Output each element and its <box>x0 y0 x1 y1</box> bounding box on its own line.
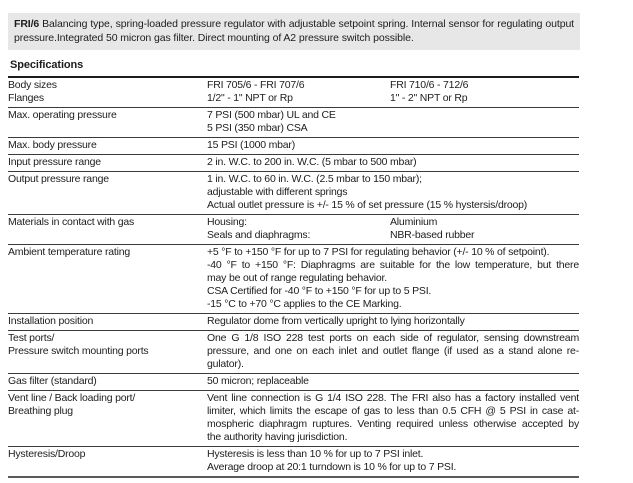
spec-value-line: Hysteresis is less than 10 % for up to 7 PSI inlet. <box>207 448 424 460</box>
spec-value-line: One G 1/8 ISO 228 test ports on each side of regulator, sensing downstream <box>207 332 579 344</box>
value-column-large-sizes <box>390 79 579 105</box>
spec-label-cell <box>8 215 207 245</box>
product-description-text: Balancing type, spring-loaded pressure regulator with adjustable setpoint spring. Internal sensor for regulating output pressure.Integrated 50 micron gas filter. Direct mounting of A2 pressure switch possible. <box>14 18 574 44</box>
spec-value-line: Housing: <box>207 216 247 228</box>
spec-value-line: Seals and diaphragms: <box>207 229 311 241</box>
spec-row-vent-line <box>8 391 579 447</box>
value-column-small-sizes <box>207 79 390 105</box>
spec-label-cell <box>8 447 207 478</box>
spec-row-installation-position <box>8 314 579 331</box>
spec-value-cell <box>207 215 579 245</box>
spec-value-cell <box>207 391 579 447</box>
spec-value-line: 1" - 2" NPT or Rp <box>390 92 468 104</box>
spec-value-line: may be out of range regulating behavior. <box>207 272 387 284</box>
spec-value-line: NBR-based rubber <box>390 229 475 241</box>
spec-value-line: 15 PSI (1000 mbar) <box>207 139 296 151</box>
spec-value-line: FRI 705/6 - FRI 707/6 <box>207 79 305 91</box>
spec-value-line: FRI 710/6 - 712/6 <box>390 79 469 91</box>
spec-label: Materials in contact with gas <box>8 216 135 228</box>
spec-value-line: -40 °F to +150 °F: Diaphragms are suitable for the low temperature, but there <box>207 259 579 271</box>
spec-row-input-pressure-range <box>8 155 579 172</box>
spec-label: Ambient temperature rating <box>8 246 131 258</box>
spec-label-cell <box>8 172 207 215</box>
spec-label-cell <box>8 331 207 374</box>
spec-label: Max. body pressure <box>8 139 97 151</box>
spec-label-cell <box>8 108 207 138</box>
spec-label: Body sizes <box>8 79 57 91</box>
spec-value-cell <box>207 314 579 331</box>
spec-label: Gas filter (standard) <box>8 375 97 387</box>
spec-label: Flanges <box>8 92 44 104</box>
value-columns <box>207 216 579 242</box>
spec-value-line: 5 PSI (350 mbar) CSA <box>207 122 308 134</box>
spec-value-line: 50 micron; replaceable <box>207 375 309 387</box>
spec-row-max-operating-pressure <box>8 108 579 138</box>
spec-value-line: Vent line connection is G 1/4 ISO 228. The FRI also has a factory installed vent <box>207 392 579 404</box>
spec-value-line: 2 in. W.C. to 200 in. W.C. (5 mbar to 500 mbar) <box>207 156 417 168</box>
spec-value-line: the authority having jurisdiction. <box>207 431 348 443</box>
spec-value-line: gulator). <box>207 358 244 370</box>
spec-row-max-body-pressure <box>8 138 579 155</box>
spec-value-cell <box>207 374 579 391</box>
spec-label-cell <box>8 314 207 331</box>
spec-row-body-sizes <box>8 77 579 108</box>
spec-value-cell <box>207 172 579 215</box>
spec-value-cell <box>207 447 579 478</box>
spec-value-line: CSA Certified for -40 °F to +150 °F for up to 5 PSI. <box>207 285 432 297</box>
spec-value-cell <box>207 108 579 138</box>
spec-value-cell <box>207 245 579 314</box>
material-values <box>390 216 579 242</box>
specifications-table <box>8 76 579 478</box>
spec-value-line: +5 °F to +150 °F for up to 7 PSI for regulating behavior (+/- 10 % of setpoint). <box>207 246 550 258</box>
spec-row-output-pressure-range <box>8 172 579 215</box>
spec-label: Vent line / Back loading port/ <box>8 392 136 404</box>
spec-label: Breathing plug <box>8 405 73 417</box>
spec-value-line: 7 PSI (500 mbar) UL and CE <box>207 109 336 121</box>
spec-row-ambient-temperature <box>8 245 579 314</box>
spec-value-line: 1/2" - 1" NPT or Rp <box>207 92 293 104</box>
product-model: FRI/6 <box>14 18 40 30</box>
product-description <box>14 17 574 45</box>
spec-value-line: Aluminium <box>390 216 438 228</box>
spec-value-line: pressure, and one on each inlet and outlet flange (if used as a stand alone re- <box>207 345 579 357</box>
spec-value-cell <box>207 77 579 108</box>
spec-label-cell <box>8 155 207 172</box>
spec-label: Max. operating pressure <box>8 109 117 121</box>
section-title: Specifications <box>10 59 84 71</box>
spec-label: Pressure switch mounting ports <box>8 345 149 357</box>
spec-value-cell <box>207 331 579 374</box>
spec-label: Hysteresis/Droop <box>8 448 86 460</box>
spec-row-test-ports <box>8 331 579 374</box>
spec-row-materials <box>8 215 579 245</box>
spec-label-cell <box>8 77 207 108</box>
spec-label-cell <box>8 138 207 155</box>
spec-label: Installation position <box>8 315 94 327</box>
value-columns <box>207 79 579 105</box>
spec-value-line: Actual outlet pressure is +/- 15 % of set pressure (15 % hystersis/droop) <box>207 199 528 211</box>
spec-label-cell <box>8 391 207 447</box>
spec-value-line: adjustable with different springs <box>207 186 348 198</box>
spec-value-line: -15 °C to +70 °C applies to the CE Marking. <box>207 298 402 310</box>
material-part-names <box>207 216 390 242</box>
spec-value-line: Regulator dome from vertically upright to lying horizontally <box>207 315 465 327</box>
spec-label: Output pressure range <box>8 173 109 185</box>
product-description-box <box>8 13 580 50</box>
spec-value-line: 1 in. W.C. to 60 in. W.C. (2.5 mbar to 150 mbar); <box>207 173 422 185</box>
spec-value-line: mospheric diaphragm ruptures. Venting required unless otherwise accepted by <box>207 418 579 430</box>
spec-label-cell <box>8 245 207 314</box>
spec-value-line: limiter, which limits the escape of gas to less than 0.5 CFH @ 5 PSI in case at- <box>207 405 579 417</box>
spec-value-cell <box>207 138 579 155</box>
spec-label: Test ports/ <box>8 332 55 344</box>
spec-row-hysteresis-droop <box>8 447 579 478</box>
spec-value-line: Average droop at 20:1 turndown is 10 % for up to 7 PSI. <box>207 461 457 473</box>
spec-label: Input pressure range <box>8 156 101 168</box>
spec-row-gas-filter <box>8 374 579 391</box>
spec-label-cell <box>8 374 207 391</box>
spec-value-cell <box>207 155 579 172</box>
